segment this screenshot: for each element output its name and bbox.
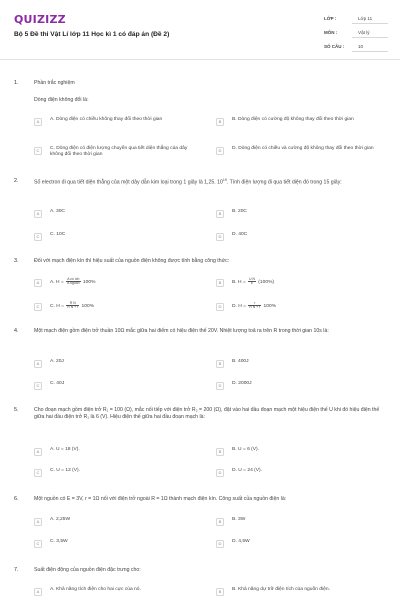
meta-value: 10 — [352, 42, 388, 52]
option-text: A. 30C — [50, 209, 65, 214]
quizizz-logo: QUIZIZZ — [14, 13, 66, 26]
formula-fraction — [248, 302, 261, 310]
option-letter-box: C — [34, 382, 42, 390]
fraction-denominator: R N + r — [67, 305, 79, 310]
option-text: D. 40C — [232, 232, 248, 237]
option-text: C. 10C — [50, 232, 66, 237]
option-letter-box: D — [216, 147, 224, 155]
exponent: 19 — [222, 178, 227, 182]
question-prompt: Dòng điện không đổi là: — [34, 97, 89, 103]
option-formula — [50, 302, 94, 311]
question-text: Một nguồn có E = 3V, r = 1Ω nối với điện trở ngoài R = 1Ω thành mạch điện kín. Công suất của nguồn điện là: — [34, 496, 287, 502]
document-title: Bộ 5 Đề thi Vật Lí lớp 11 Học kì 1 có đáp án (Đề 2) — [14, 31, 170, 38]
option-text: B. 3W — [232, 517, 246, 522]
formula-fraction — [66, 278, 80, 286]
option-text: A. U = 18 (V). — [50, 447, 80, 452]
fraction-numerator: A có ích — [67, 277, 80, 281]
option-d[interactable] — [216, 539, 388, 548]
fraction-denominator: E — [250, 281, 254, 286]
meta-value: Lớp 11 — [352, 14, 388, 24]
meta-row-count — [324, 40, 388, 54]
question-number: 3. — [14, 258, 19, 264]
question-number: 6. — [14, 496, 19, 502]
option-text: A. Khả năng tích điện cho hai cực của nó. — [50, 587, 141, 592]
option-b[interactable] — [216, 517, 388, 526]
option-text: C. 40J — [50, 381, 65, 386]
option-text: D. U = 24 (V). — [232, 468, 263, 473]
formula-prefix: C. H = — [50, 304, 66, 310]
fraction-denominator: A nguồn — [67, 281, 80, 286]
question-text: Một mạch điện gồm điện trở thuần 10Ω mắc giữa hai điểm có hiệu điện thế 20V. Nhiệt lượng toả ra trên R trong thời gian 10s là: — [34, 328, 329, 334]
option-text: A. 2,25W — [50, 517, 71, 522]
option-a[interactable] — [34, 209, 196, 218]
option-d[interactable] — [216, 381, 388, 390]
option-letter-box: A — [34, 518, 42, 526]
worksheet-header — [0, 0, 400, 60]
option-text: B. 400J — [232, 359, 249, 364]
option-text: D. 2000J — [232, 381, 252, 386]
option-letter-box: B — [216, 518, 224, 526]
option-d[interactable] — [216, 232, 388, 241]
option-a[interactable] — [34, 359, 196, 368]
option-a[interactable] — [34, 517, 196, 526]
option-b[interactable] — [216, 587, 388, 596]
option-text: D. 4,5W — [232, 539, 250, 544]
option-a[interactable] — [34, 447, 196, 456]
option-letter-box: B — [216, 448, 224, 456]
option-c[interactable] — [34, 302, 196, 311]
option-a[interactable] — [34, 117, 196, 126]
fraction-numerator: R N — [66, 302, 79, 306]
formula-suffix: (100%) — [256, 280, 275, 286]
option-letter-box: D — [216, 540, 224, 548]
question-text — [34, 178, 386, 186]
option-text: D. Dòng điện có chiều và cường độ không thay đổi theo thời gian — [232, 146, 374, 151]
option-formula — [232, 302, 276, 311]
option-d[interactable] — [216, 468, 388, 477]
option-text: C. U = 12 (V). — [50, 468, 81, 473]
question-number: 5. — [14, 407, 19, 413]
option-text: B. Dòng điện có cường độ không thay đổi theo thời gian — [232, 117, 354, 122]
option-d[interactable] — [216, 302, 388, 311]
option-letter-box: B — [216, 118, 224, 126]
option-a[interactable] — [34, 278, 196, 287]
formula-suffix: 100% — [262, 304, 277, 310]
question-number: 4. — [14, 328, 19, 334]
option-text: A. 20J — [50, 359, 64, 364]
option-letter-box: A — [34, 360, 42, 368]
option-text: B. U = 6 (V). — [232, 447, 260, 452]
option-c[interactable] — [34, 146, 196, 159]
fraction-numerator: r — [248, 302, 261, 306]
formula-fraction — [66, 302, 79, 310]
meta-row-class — [324, 12, 388, 26]
question-text: Phần trắc nghiệm — [34, 80, 75, 86]
option-letter-box: D — [216, 233, 224, 241]
option-formula — [232, 278, 274, 287]
option-letter-box: D — [216, 469, 224, 477]
question-text-pre: Số electron đi qua tiết diện thẳng của một dây dẫn kim loại trong 1 giây là 1,25. 10 — [34, 179, 223, 186]
option-b[interactable] — [216, 117, 388, 126]
option-letter-box: B — [216, 588, 224, 596]
formula-prefix: D. H = — [232, 304, 248, 310]
option-b[interactable] — [216, 209, 388, 218]
option-letter-box: B — [216, 279, 224, 287]
option-c[interactable] — [34, 539, 196, 548]
fraction-numerator: U N — [249, 277, 255, 281]
formula-suffix: 100% — [81, 280, 96, 286]
option-b[interactable] — [216, 278, 388, 287]
option-a[interactable] — [34, 587, 196, 596]
option-letter-box: A — [34, 279, 42, 287]
meta-value: Vật lý — [352, 28, 388, 38]
formula-fraction — [248, 278, 256, 286]
meta-row-subject — [324, 26, 388, 40]
meta-panel — [324, 12, 388, 54]
meta-label: MÔN : — [324, 30, 338, 36]
option-letter-box: D — [216, 382, 224, 390]
option-b[interactable] — [216, 447, 388, 456]
formula-suffix: 100% — [80, 304, 95, 310]
option-c[interactable] — [34, 232, 196, 241]
option-b[interactable] — [216, 359, 388, 368]
option-text: B. 20C — [232, 209, 247, 214]
question-text: Đối với mạch điện kín thì hiệu suất của nguồn điện không được tính bằng công thức: — [34, 258, 230, 264]
option-letter-box: A — [34, 210, 42, 218]
option-letter-box: B — [216, 360, 224, 368]
meta-label: LỚP : — [324, 16, 337, 22]
option-text: A. Dòng điện có chiều không thay đổi theo thời gian — [50, 117, 163, 122]
option-letter-box: C — [34, 540, 42, 548]
option-letter-box: A — [34, 448, 42, 456]
question-number: 1. — [14, 80, 19, 86]
option-letter-box: B — [216, 210, 224, 218]
option-c[interactable] — [34, 381, 196, 390]
option-text: C. 3,5W — [50, 539, 68, 544]
meta-label: SỐ CÂU : — [324, 44, 345, 50]
option-text: C. Dòng điện có điện lượng chuyển qua tiết diện thẳng của dây không đổi theo thời gian — [50, 146, 188, 158]
option-letter-box: C — [34, 303, 42, 311]
question-text: Suất điện động của nguồn điện đặc trưng cho: — [34, 567, 141, 573]
option-formula — [50, 278, 95, 287]
option-letter-box: C — [34, 233, 42, 241]
formula-prefix: A. H = — [50, 280, 66, 286]
question-text: Cho đoạn mạch gồm điện trở R₁ = 100 (Ω), mắc nối tiếp với điện trở R₂ = 200 (Ω), đặt vào hai đầu đoạn mạch một hiệu điện thế U khi đó hiệu điện thế giữa hai đầu điện trở R₁ là 6 (V). Hiệu điện thế giữa hai đầu đoạn mạch là: — [34, 407, 380, 420]
question-text-post: . Tính điện lượng đi qua tiết diện đó trong 15 giây: — [226, 179, 342, 186]
option-c[interactable] — [34, 468, 196, 477]
question-number: 2. — [14, 178, 19, 184]
option-text: B. Khả năng dự trữ điện tích của nguồn điện. — [232, 587, 330, 592]
option-letter-box: A — [34, 118, 42, 126]
formula-prefix: B. H = — [232, 280, 248, 286]
option-letter-box: C — [34, 147, 42, 155]
option-d[interactable] — [216, 146, 388, 155]
option-letter-box: D — [216, 303, 224, 311]
question-number: 7. — [14, 567, 19, 573]
option-letter-box: C — [34, 469, 42, 477]
option-letter-box: A — [34, 588, 42, 596]
fraction-denominator: R N + r — [249, 305, 261, 310]
